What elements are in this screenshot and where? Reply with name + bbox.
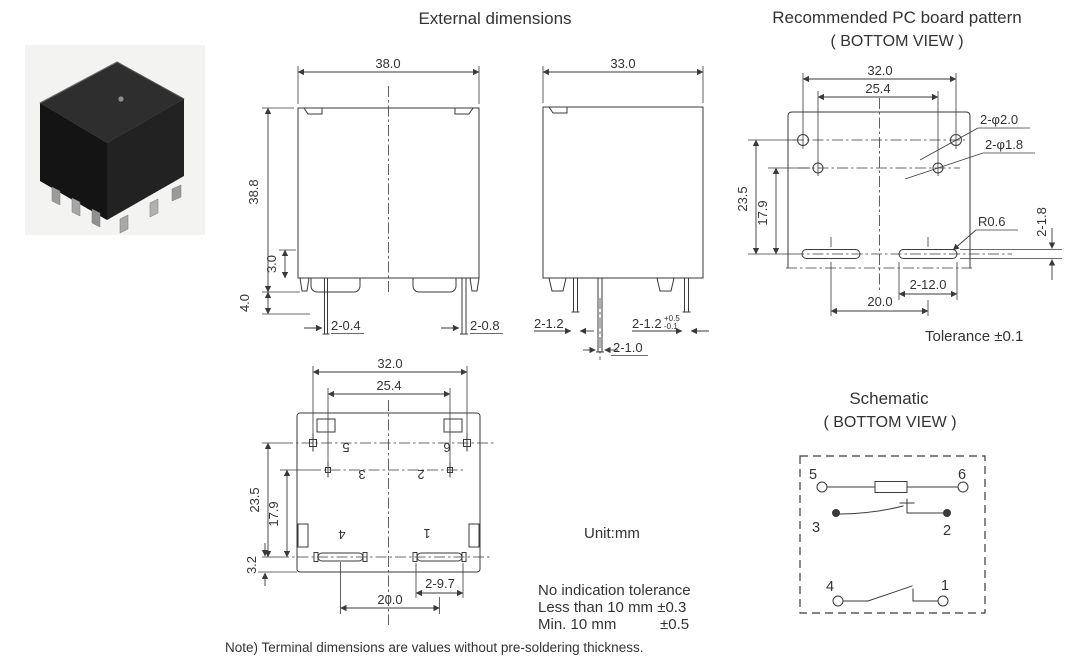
- schematic-pin1-label: 1: [940, 578, 950, 594]
- bottom-height-pitch-dim: 23.5: [247, 487, 262, 513]
- side-right-pin-dim: 2-1.2: [632, 316, 662, 331]
- pcb-height-inner-dim: 17.9: [755, 200, 770, 226]
- schematic-pin2-label: 2: [942, 523, 952, 539]
- pcb-inner-pitch-dim: 25.4: [865, 81, 891, 96]
- side-center-pin-dim: 2-1.0: [613, 340, 643, 355]
- schematic-pin3-terminal: [832, 509, 840, 517]
- bottom-inner-pitch-dim: 25.4: [376, 378, 402, 393]
- bottom-view-drawing: [244, 356, 494, 625]
- side-right-pin-tol-minus: -0.1: [664, 322, 678, 331]
- tolerance-note-line1: No indication tolerance: [538, 582, 691, 599]
- side-right-pin-tol-plus: +0.5: [664, 314, 680, 323]
- schematic-drawing: [800, 456, 985, 613]
- pcb-outer-pitch-dim: 32.0: [867, 63, 893, 78]
- schematic-pin5-label: 5: [808, 467, 818, 483]
- tolerance-note-line2: Less than 10 mm ±0.3: [538, 599, 687, 616]
- bottom-slot-pitch-dim: 20.0: [377, 592, 403, 607]
- front-view-drawing: [237, 56, 503, 334]
- front-width-dim: 38.0: [375, 56, 401, 71]
- schematic-pin1-terminal: [938, 596, 948, 606]
- relay-product-photo: [25, 45, 205, 235]
- schematic-pin6-terminal: [958, 482, 968, 492]
- schematic-pin2-terminal: [943, 509, 951, 517]
- pcb-pattern-title: Recommended PC board pattern: [772, 8, 1022, 27]
- schematic-title: Schematic: [849, 389, 929, 408]
- front-thin-pin-dim: 2-0.4: [331, 318, 361, 333]
- side-width-dim: 33.0: [610, 56, 636, 71]
- pcb-height-pitch-dim: 23.5: [735, 186, 750, 212]
- pcb-pattern-drawing: [735, 63, 1062, 345]
- unit-note: Unit:mm: [584, 525, 640, 542]
- schematic-pin3-label: 3: [811, 520, 821, 536]
- bottom-pin-2: 2: [417, 467, 425, 482]
- pcb-hole-contact-dim: 2-φ1.8: [985, 137, 1024, 152]
- schematic-pin6-label: 6: [957, 467, 967, 483]
- front-height-dim: 38.8: [246, 179, 261, 205]
- tolerance-note-line3-value: ±0.5: [660, 616, 690, 633]
- front-terminal-length-dim: 4.0: [237, 293, 252, 313]
- side-left-pin-dim: 2-1.2: [534, 316, 564, 331]
- bottom-pin-3: 3: [358, 467, 366, 482]
- pcb-slot-radius-dim: R0.6: [978, 214, 1006, 229]
- pcb-pattern-subtitle: ( BOTTOM VIEW ): [830, 33, 964, 50]
- schematic-pin4-label: 4: [825, 579, 835, 595]
- pcb-slot-width-dim: 2-1.8: [1034, 207, 1049, 237]
- schematic-pin5-terminal: [817, 482, 827, 492]
- external-dimensions-title: External dimensions: [418, 9, 572, 28]
- pcb-tolerance-note: Tolerance ±0.1: [925, 328, 1024, 345]
- pcb-hole-coil-dim: 2-φ2.0: [980, 112, 1019, 127]
- side-view-drawing: [534, 56, 709, 360]
- front-wide-pin-dim: 2-0.8: [470, 318, 500, 333]
- bottom-pin-1: 1: [423, 526, 431, 541]
- bottom-outer-pitch-dim: 32.0: [377, 356, 403, 371]
- schematic-pin4-terminal: [833, 596, 843, 606]
- bottom-slot-offset-dim: 3.2: [244, 555, 259, 575]
- tolerance-note-line3-label: Min. 10 mm: [538, 616, 617, 633]
- pcb-slot-pitch-dim: 20.0: [867, 294, 893, 309]
- bottom-height-inner-dim: 17.9: [266, 501, 281, 527]
- bottom-slot-length-dim: 2-9.7: [425, 576, 455, 591]
- front-step-dim: 3.0: [264, 254, 279, 274]
- schematic-subtitle: ( BOTTOM VIEW ): [823, 414, 957, 431]
- bottom-pin-5: 5: [342, 440, 350, 455]
- footnote: Note) Terminal dimensions are values without pre-soldering thickness.: [225, 640, 644, 655]
- bottom-pin-6: 6: [443, 440, 451, 455]
- relay-top-marking: [118, 96, 123, 101]
- bottom-pin-4: 4: [338, 527, 346, 542]
- pcb-slot-length-dim: 2-12.0: [909, 277, 947, 292]
- schematic-coil: [875, 482, 907, 493]
